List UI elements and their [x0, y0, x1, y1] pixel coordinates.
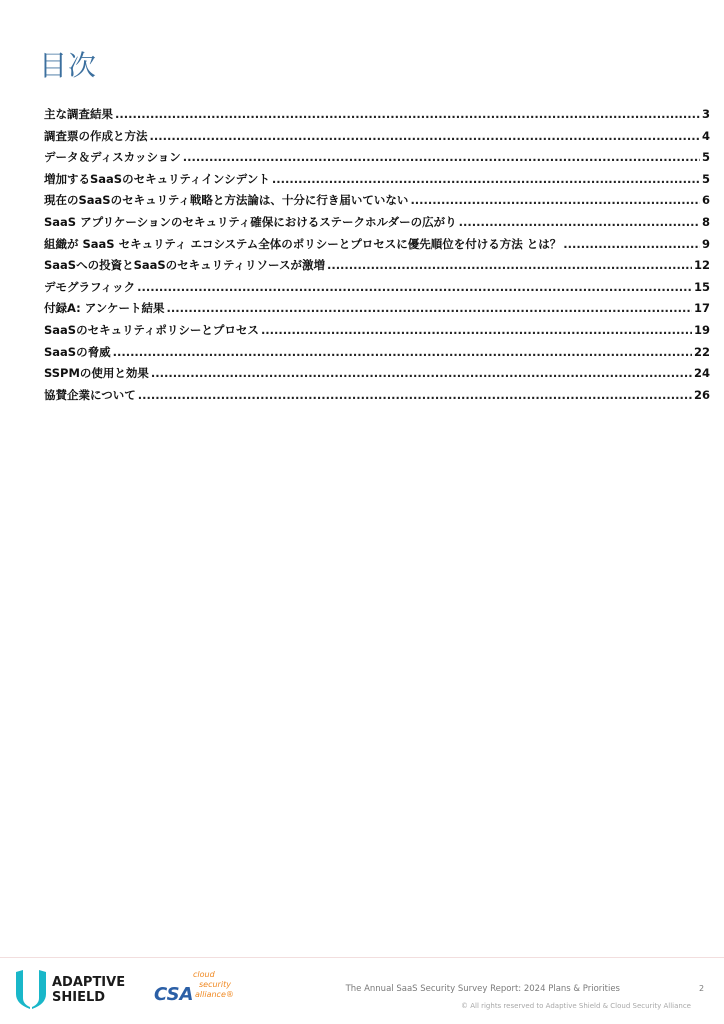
toc-entry-page: 5 — [701, 171, 710, 186]
toc-entry-page: 24 — [693, 366, 710, 381]
toc-leader-dots — [138, 388, 692, 402]
csa-logo: CSA — [154, 984, 194, 1005]
toc-entry[interactable] — [44, 257, 710, 279]
toc-leader-dots — [113, 345, 692, 359]
toc-entry-page: 5 — [701, 150, 710, 165]
toc-entry-page: 4 — [701, 128, 710, 143]
toc-leader-dots — [410, 193, 700, 207]
toc-entry-label: 現在のSaaSのセキュリティ戦略と方法論は、十分に行き届いていない — [44, 193, 409, 208]
toc-entry[interactable] — [44, 128, 710, 150]
toc-entry-page: 22 — [693, 344, 710, 359]
toc-entry-label: 付録A: アンケート結果 — [44, 301, 165, 316]
toc-entry-page: 15 — [693, 279, 710, 294]
toc-leader-dots — [459, 215, 700, 229]
toc-entry-label: SSPMの使用と効果 — [44, 366, 149, 381]
toc-entry[interactable] — [44, 192, 710, 214]
toc-entry-page: 26 — [693, 387, 710, 402]
toc-entry[interactable] — [44, 171, 710, 193]
toc-entry-page: 8 — [701, 214, 710, 229]
toc-entry-label: SaaS アプリケーションのセキュリティ確保におけるステークホルダーの広がり — [44, 214, 457, 229]
toc-entry[interactable] — [44, 149, 710, 171]
table-of-contents — [44, 106, 710, 408]
toc-entry-page: 12 — [693, 258, 710, 273]
toc-entry[interactable] — [44, 236, 710, 258]
toc-entry[interactable] — [44, 344, 710, 366]
toc-leader-dots — [183, 150, 700, 164]
footer-divider — [0, 957, 724, 958]
toc-entry-label: 主な調査結果 — [44, 107, 113, 121]
toc-entry-label: データ＆ディスカッション — [44, 150, 181, 165]
adaptive-shield-logo-icon — [13, 968, 49, 1010]
toc-entry-label: 調査票の作成と方法 — [44, 128, 148, 143]
toc-leader-dots — [272, 172, 700, 186]
toc-leader-dots — [151, 366, 692, 380]
page-title: 目次 — [39, 49, 98, 82]
csa-logo-words: cloud security alliance® — [193, 970, 234, 999]
toc-entry-label: SaaSへの投資とSaaSのセキュリティリソースが激増 — [44, 258, 325, 273]
toc-entry[interactable] — [44, 279, 710, 301]
page-number: 2 — [699, 984, 705, 993]
toc-leader-dots — [150, 129, 700, 143]
toc-entry-page: 9 — [701, 236, 710, 251]
copyright-notice: © All rights reserved to Adaptive Shield & Cloud Security Alliance — [460, 1002, 691, 1010]
toc-leader-dots — [167, 301, 692, 315]
toc-entry[interactable] — [44, 106, 710, 128]
toc-entry-page: 19 — [693, 322, 710, 337]
toc-entry[interactable] — [44, 214, 710, 236]
toc-entry-page: 17 — [693, 301, 710, 316]
toc-leader-dots — [327, 258, 692, 272]
toc-entry[interactable] — [44, 322, 710, 344]
toc-leader-dots — [261, 323, 692, 337]
toc-entry[interactable] — [44, 365, 710, 387]
toc-entry-label: 増加するSaaSのセキュリティインシデント — [44, 171, 270, 186]
toc-leader-dots — [115, 107, 700, 121]
toc-entry-page: 6 — [701, 193, 710, 208]
toc-leader-dots — [563, 237, 700, 251]
adaptive-shield-logo-text: ADAPTIVE SHIELD — [52, 975, 126, 1005]
toc-entry-label: デモグラフィック — [44, 279, 136, 294]
toc-entry[interactable] — [44, 300, 710, 322]
toc-entry-label: SaaSの脅威 — [44, 344, 111, 359]
toc-entry[interactable] — [44, 387, 710, 409]
toc-leader-dots — [137, 280, 692, 294]
report-title: The Annual SaaS Security Survey Report: 2024 Plans & Priorities — [345, 984, 620, 994]
toc-entry-page: 3 — [701, 107, 710, 121]
toc-entry-label: 組織が SaaS セキュリティ エコシステム全体のポリシーとプロセスに優先順位を付ける方法 とは？ — [44, 236, 562, 251]
toc-entry-label: 協賛企業について — [44, 387, 136, 402]
toc-entry-label: SaaSのセキュリティポリシーとプロセス — [44, 322, 259, 337]
